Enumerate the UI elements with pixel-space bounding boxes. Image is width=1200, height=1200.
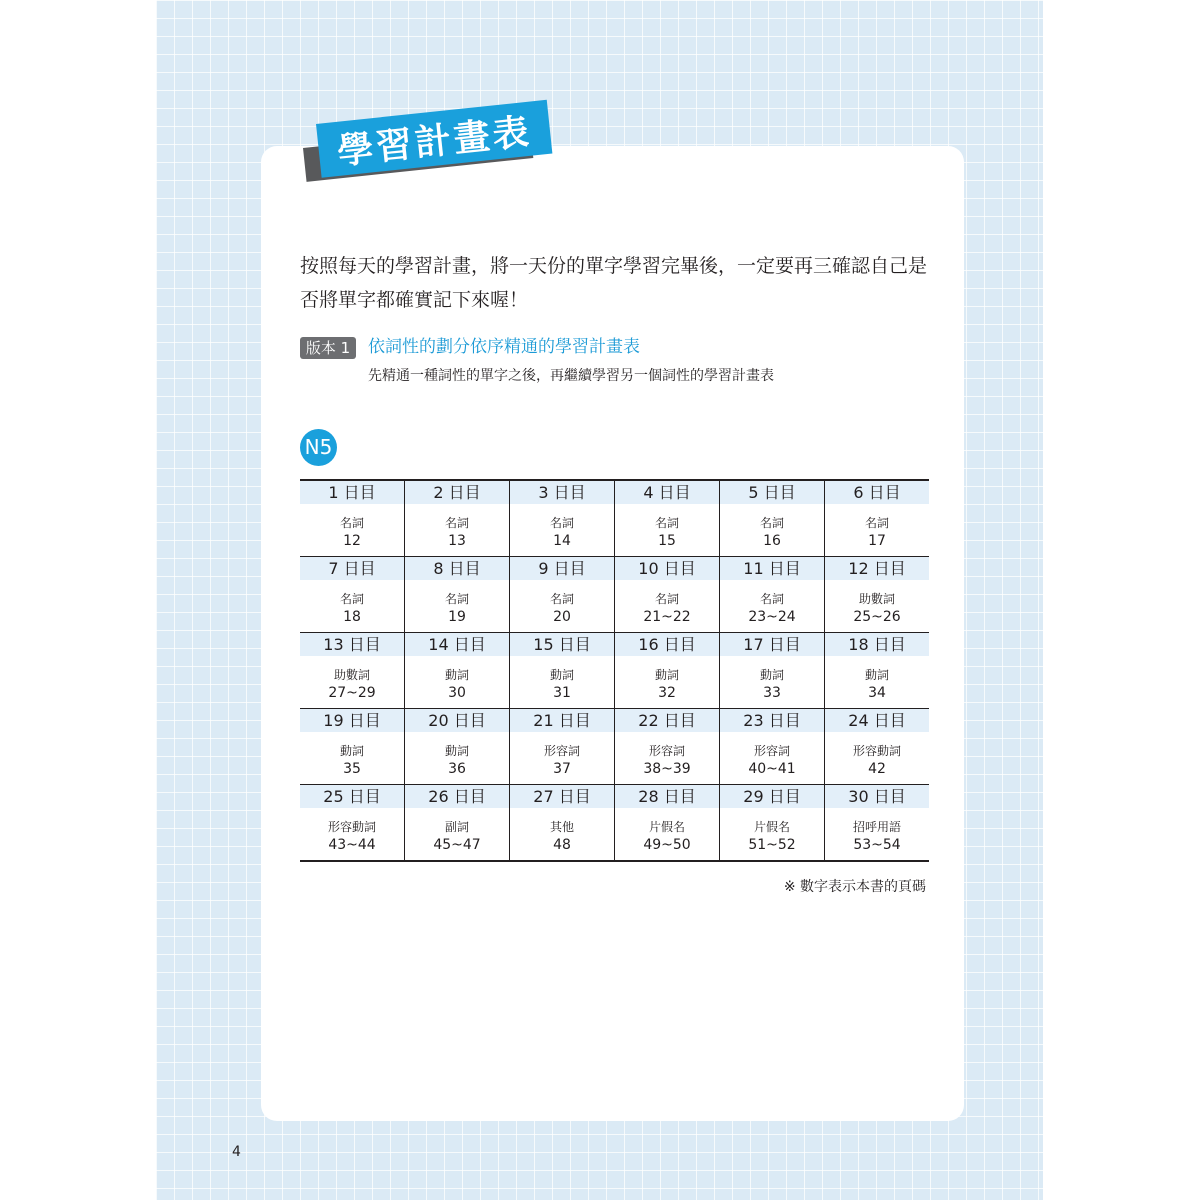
day-cell	[510, 504, 615, 557]
page-range: 23~24	[748, 609, 796, 625]
part-of-speech: 名詞	[759, 592, 784, 606]
day-cell	[720, 580, 825, 633]
day-cell	[615, 656, 720, 709]
page-range: 37	[553, 761, 571, 777]
day-cell	[510, 732, 615, 785]
part-of-speech: 其他	[549, 820, 574, 834]
part-of-speech: 形容動詞	[327, 820, 376, 834]
day-label: 18 日目	[825, 633, 930, 657]
page-range: 27~29	[328, 685, 376, 701]
part-of-speech: 動詞	[339, 744, 364, 758]
day-label: 27 日目	[510, 785, 615, 809]
day-cell	[405, 580, 510, 633]
part-of-speech: 名詞	[339, 592, 364, 606]
part-of-speech: 動詞	[444, 744, 469, 758]
day-label: 3 日目	[510, 480, 615, 504]
day-cell	[300, 732, 405, 785]
part-of-speech: 名詞	[549, 592, 574, 606]
part-of-speech: 名詞	[864, 516, 889, 530]
part-of-speech: 形容詞	[648, 744, 685, 758]
part-of-speech: 動詞	[549, 668, 574, 682]
day-label: 10 日目	[615, 557, 720, 581]
day-cell	[825, 656, 930, 709]
day-cell	[720, 808, 825, 861]
day-label: 19 日目	[300, 709, 405, 733]
day-content-row	[300, 504, 929, 557]
day-cell	[405, 732, 510, 785]
day-content-row	[300, 732, 929, 785]
part-of-speech: 名詞	[759, 516, 784, 530]
version-title: 依詞性的劃分依序精通的學習計畫表	[368, 337, 640, 357]
day-cell	[720, 732, 825, 785]
day-label: 14 日目	[405, 633, 510, 657]
day-cell	[405, 656, 510, 709]
day-label: 26 日目	[405, 785, 510, 809]
day-cell	[615, 580, 720, 633]
day-label: 4 日目	[615, 480, 720, 504]
day-label: 20 日目	[405, 709, 510, 733]
day-label: 12 日目	[825, 557, 930, 581]
page-range: 12	[343, 533, 361, 549]
part-of-speech: 動詞	[654, 668, 679, 682]
day-header-row	[300, 785, 929, 809]
page-range: 34	[868, 685, 886, 701]
page-range: 48	[553, 837, 571, 853]
day-label: 17 日目	[720, 633, 825, 657]
page-range: 51~52	[748, 837, 796, 853]
part-of-speech: 動詞	[444, 668, 469, 682]
part-of-speech: 動詞	[759, 668, 784, 682]
day-label: 25 日目	[300, 785, 405, 809]
day-label: 21 日目	[510, 709, 615, 733]
version-description: 先精通一種詞性的單字之後，再繼續學習另一個詞性的學習計畫表	[368, 368, 774, 384]
part-of-speech: 名詞	[549, 516, 574, 530]
day-cell	[615, 504, 720, 557]
part-of-speech: 名詞	[444, 592, 469, 606]
page-range: 19	[448, 609, 466, 625]
page-range: 40~41	[748, 761, 796, 777]
day-label: 1 日目	[300, 480, 405, 504]
day-cell	[615, 732, 720, 785]
day-label: 7 日目	[300, 557, 405, 581]
day-label: 22 日目	[615, 709, 720, 733]
version-badge: 版本 1	[300, 337, 356, 359]
part-of-speech: 副詞	[444, 820, 469, 834]
part-of-speech: 助數詞	[333, 668, 370, 682]
part-of-speech: 名詞	[654, 592, 679, 606]
study-schedule-table	[300, 479, 929, 862]
day-label: 24 日目	[825, 709, 930, 733]
page-range: 30	[448, 685, 466, 701]
page-range: 16	[763, 533, 781, 549]
day-cell	[510, 808, 615, 861]
day-cell	[405, 504, 510, 557]
page-range: 36	[448, 761, 466, 777]
footnote: ※ 數字表示本書的頁碼	[783, 879, 926, 895]
page-title: 學習計畫表	[335, 111, 534, 173]
part-of-speech: 形容詞	[543, 744, 580, 758]
page-range: 42	[868, 761, 886, 777]
day-cell	[300, 656, 405, 709]
page-range: 18	[343, 609, 361, 625]
day-label: 6 日目	[825, 480, 930, 504]
page-range: 33	[763, 685, 781, 701]
page-number: 4	[232, 1144, 241, 1160]
day-content-row	[300, 808, 929, 861]
page-range: 21~22	[643, 609, 691, 625]
day-cell	[300, 504, 405, 557]
day-cell	[825, 580, 930, 633]
part-of-speech: 動詞	[864, 668, 889, 682]
part-of-speech: 名詞	[339, 516, 364, 530]
day-label: 8 日目	[405, 557, 510, 581]
day-header-row	[300, 557, 929, 581]
day-cell	[510, 656, 615, 709]
part-of-speech: 片假名	[753, 820, 790, 834]
day-cell	[720, 656, 825, 709]
page-range: 15	[658, 533, 676, 549]
day-content-row	[300, 656, 929, 709]
part-of-speech: 助數詞	[858, 592, 895, 606]
day-label: 2 日目	[405, 480, 510, 504]
day-cell	[300, 580, 405, 633]
page-range: 14	[553, 533, 571, 549]
page-range: 45~47	[433, 837, 481, 853]
day-label: 30 日目	[825, 785, 930, 809]
page-range: 43~44	[328, 837, 376, 853]
page-range: 31	[553, 685, 571, 701]
page-range: 38~39	[643, 761, 691, 777]
day-label: 5 日目	[720, 480, 825, 504]
part-of-speech: 名詞	[444, 516, 469, 530]
day-cell	[825, 504, 930, 557]
day-label: 15 日目	[510, 633, 615, 657]
day-label: 16 日目	[615, 633, 720, 657]
day-label: 29 日目	[720, 785, 825, 809]
day-cell	[300, 808, 405, 861]
part-of-speech: 形容動詞	[852, 744, 901, 758]
day-cell	[510, 580, 615, 633]
page-range: 53~54	[853, 837, 901, 853]
intro-text: 按照每天的學習計畫，將一天份的單字學習完畢後，一定要再三確認自己是否將單字都確實記下來喔！	[300, 255, 928, 311]
day-label: 28 日目	[615, 785, 720, 809]
part-of-speech: 形容詞	[753, 744, 790, 758]
page-range: 17	[868, 533, 886, 549]
day-cell	[825, 732, 930, 785]
day-label: 23 日目	[720, 709, 825, 733]
day-content-row	[300, 580, 929, 633]
day-label: 11 日目	[720, 557, 825, 581]
day-label: 9 日目	[510, 557, 615, 581]
part-of-speech: 招呼用語	[852, 820, 901, 834]
day-header-row	[300, 480, 929, 504]
day-header-row	[300, 709, 929, 733]
day-cell	[825, 808, 930, 861]
part-of-speech: 名詞	[654, 516, 679, 530]
page-range: 25~26	[853, 609, 901, 625]
day-header-row	[300, 633, 929, 657]
page-range: 20	[553, 609, 571, 625]
day-cell	[615, 808, 720, 861]
page-range: 35	[343, 761, 361, 777]
day-cell	[720, 504, 825, 557]
page-range: 13	[448, 533, 466, 549]
level-badge: N5	[300, 429, 337, 466]
day-cell	[405, 808, 510, 861]
page-range: 32	[658, 685, 676, 701]
day-label: 13 日目	[300, 633, 405, 657]
part-of-speech: 片假名	[648, 820, 685, 834]
page-range: 49~50	[643, 837, 691, 853]
